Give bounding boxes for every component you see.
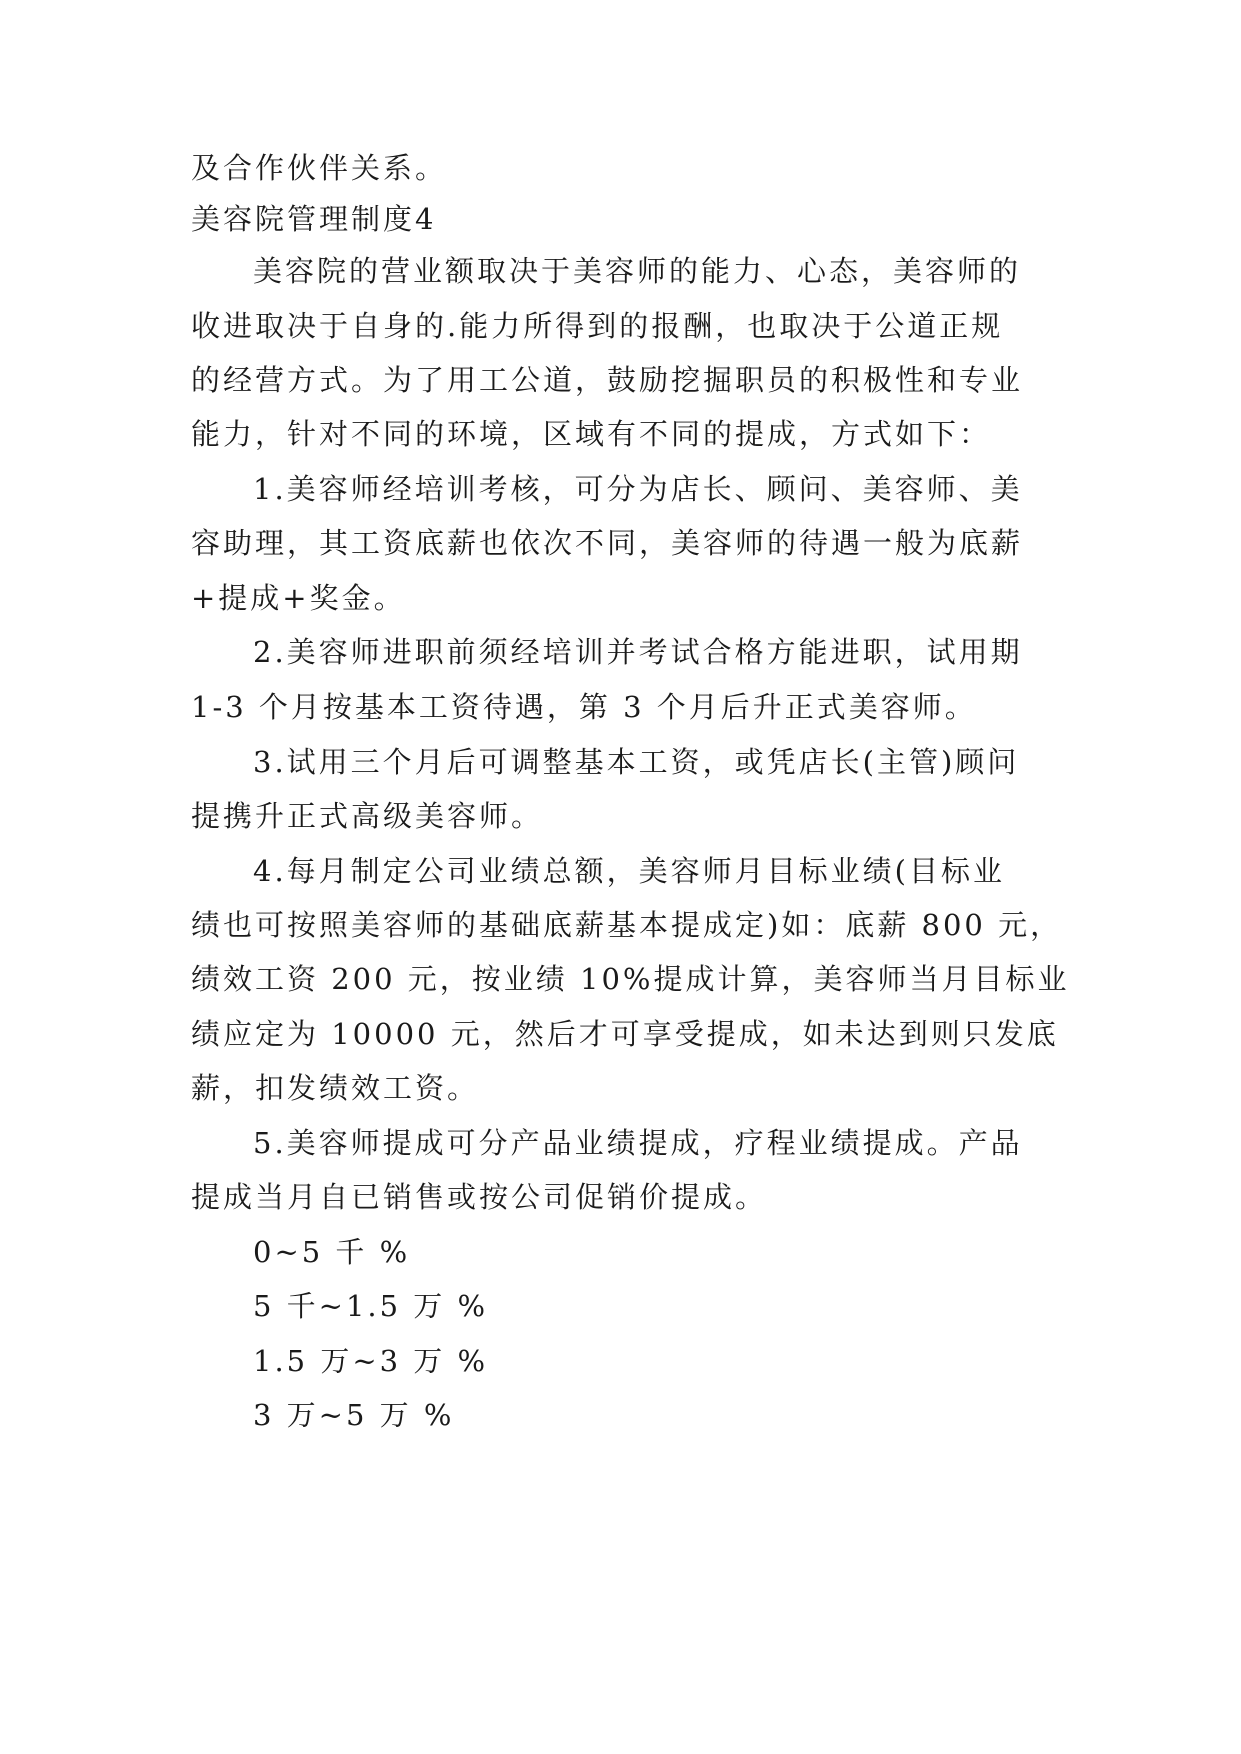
text-line-20: 提成当月自已销售或按公司促销价提成。 — [191, 1180, 768, 1214]
text-line-12: 3.试用三个月后可调整基本工资，或凭店长(主管)顾问 — [253, 745, 1020, 779]
text-line-11: 1-3 个月按基本工资待遇，第 3 个月后升正式美容师。 — [191, 690, 977, 724]
text-line-9: +提成+奖金。 — [191, 581, 406, 615]
text-line-1: 及合作伙伴关系。 — [191, 151, 448, 185]
tier-line-4: 3 万~5 万 % — [253, 1398, 455, 1432]
text-line-10: 2.美容师进职前须经培训并考试合格方能进职，试用期 — [253, 635, 1023, 669]
text-line-17: 绩应定为 10000 元，然后才可享受提成，如未达到则只发底 — [191, 1017, 1059, 1051]
text-line-6: 能力，针对不同的环境，区域有不同的提成，方式如下： — [191, 417, 992, 451]
text-line-3: 美容院的营业额取决于美容师的能力、心态，美容师的 — [253, 254, 1022, 288]
text-line-14: 4.每月制定公司业绩总额，美容师月目标业绩(目标业 — [253, 854, 1005, 888]
tier-line-2: 5 千~1.5 万 % — [253, 1289, 489, 1323]
tier-line-1: 0~5 千 % — [253, 1235, 411, 1269]
text-line-5: 的经营方式。为了用工公道，鼓励挖掘职员的积极性和专业 — [191, 363, 1024, 397]
text-line-19: 5.美容师提成可分产品业绩提成，疗程业绩提成。产品 — [253, 1126, 1023, 1160]
text-line-7: 1.美容师经培训考核，可分为店长、顾问、美容师、美 — [253, 472, 1023, 506]
tier-line-3: 1.5 万~3 万 % — [253, 1344, 489, 1378]
text-line-4: 收进取决于自身的.能力所得到的报酬，也取决于公道正规 — [191, 309, 1004, 343]
text-line-18: 薪，扣发绩效工资。 — [191, 1071, 480, 1105]
section-heading: 美容院管理制度4 — [191, 202, 437, 236]
text-line-16: 绩效工资 200 元，按业绩 10%提成计算，美容师当月目标业 — [191, 962, 1070, 996]
text-line-8: 容助理，其工资底薪也依次不同，美容师的待遇一般为底薪 — [191, 526, 1024, 560]
text-line-15: 绩也可按照美容师的基础底薪基本提成定)如：底薪 800 元， — [191, 908, 1063, 942]
text-line-13: 提携升正式高级美容师。 — [191, 799, 544, 833]
